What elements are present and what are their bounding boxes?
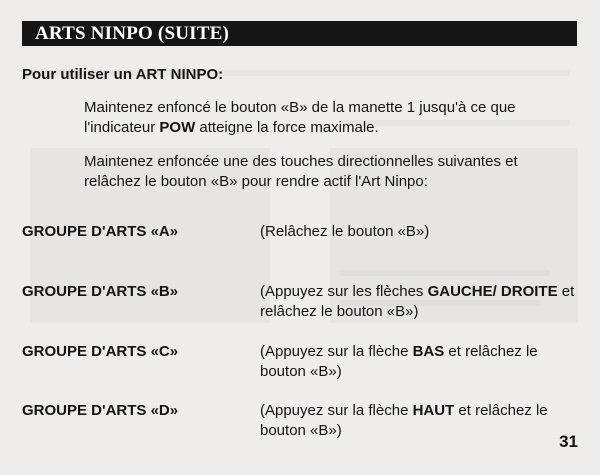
show-through-line <box>340 270 550 276</box>
group-desc-bold: GAUCHE/ DROITE <box>427 283 558 300</box>
section-title-bar <box>22 21 577 46</box>
group-label: GROUPE D'ARTS «A» <box>22 223 179 240</box>
group-description <box>260 342 582 382</box>
group-desc-text: et relâchez le bouton «B») <box>260 283 575 320</box>
group-row-c <box>22 342 582 386</box>
paragraph-text: Maintenez enfoncé le bouton «B» de la manette 1 jusqu'à ce que l'indicateur <box>84 99 516 136</box>
group-row-a <box>22 222 582 266</box>
group-desc-text: (Appuyez sur la flèche <box>260 343 413 360</box>
group-desc-text: (Appuyez sur la flèche <box>260 402 413 419</box>
paragraph-text: atteigne la force maximale. <box>195 119 379 136</box>
group-desc-text: et relâchez le bouton «B») <box>260 343 538 380</box>
group-desc-text: (Appuyez sur les flèches <box>260 283 428 300</box>
section-title: ARTS NINPO (SUITE) <box>35 23 230 44</box>
group-row-b <box>22 282 582 326</box>
group-desc-bold: BAS <box>412 343 445 360</box>
group-label: GROUPE D'ARTS «D» <box>22 402 179 419</box>
group-desc-text: et relâchez le bouton «B») <box>260 402 548 439</box>
page-number: 31 <box>559 432 578 451</box>
paragraph-text: Maintenez enfoncée une des touches directionnelles suivantes et relâchez le bouton «B» pour rendre actif l'Art Ninpo: <box>84 153 518 190</box>
group-row-d <box>22 401 582 445</box>
group-label: GROUPE D'ARTS «C» <box>22 343 179 360</box>
instruction-paragraph-2 <box>84 152 574 192</box>
group-desc-bold: HAUT <box>412 402 455 419</box>
paragraph-bold-term: POW <box>159 119 196 136</box>
group-description <box>260 282 582 322</box>
group-description <box>260 222 582 242</box>
intro-heading: Pour utiliser un ART NINPO: <box>22 66 224 83</box>
instruction-paragraph-1 <box>84 98 574 138</box>
group-desc-text: (Relâchez le bouton «B») <box>260 223 430 240</box>
group-label: GROUPE D'ARTS «B» <box>22 283 179 300</box>
group-description <box>260 401 582 441</box>
